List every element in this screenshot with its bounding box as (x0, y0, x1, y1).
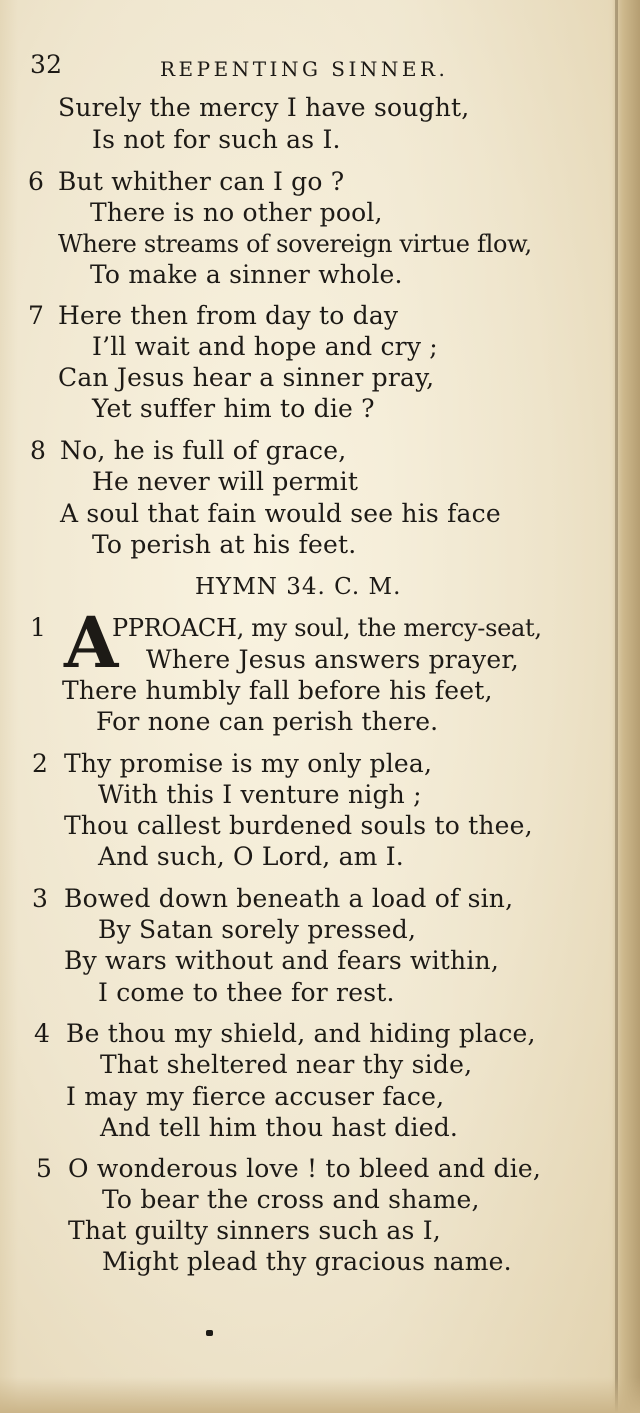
verse-number: 2 (32, 749, 48, 778)
verse-line: Yet suffer him to die ? (92, 394, 375, 423)
verse-line: Can Jesus hear a sinner pray, (58, 363, 435, 392)
verse-number: 3 (32, 884, 48, 913)
verse-line: He never will permit (92, 467, 359, 496)
verse-line: Bowed down beneath a load of sin, (64, 884, 514, 913)
page-number: 32 (30, 50, 63, 79)
ink-dot-mark (206, 1330, 213, 1336)
running-title: REPENTING SINNER. (160, 57, 449, 81)
verse-line: Where streams of sovereign virtue flow, (58, 230, 532, 258)
verse-line: That guilty sinners such as I, (68, 1216, 441, 1245)
page-bottom-edge (0, 1377, 640, 1413)
verse-line: With this I venture nigh ; (98, 780, 422, 809)
verse-line: And tell him thou hast died. (100, 1113, 459, 1142)
verse-line: Thou callest burdened souls to thee, (64, 811, 533, 840)
verse-line: But whither can I go ? (58, 167, 345, 196)
verse-line: PPROACH, my soul, the mercy-seat, (112, 614, 542, 642)
verse-line: For none can perish there. (96, 707, 439, 736)
hymn-heading: HYMN 34. C. M. (195, 574, 402, 600)
verse-line: No, he is full of grace, (60, 436, 347, 465)
verse-line: To perish at his feet. (92, 530, 357, 559)
verse-line: To bear the cross and shame, (102, 1185, 480, 1214)
verse-line: There humbly fall before his feet, (62, 676, 493, 705)
verse-number: 6 (28, 167, 44, 196)
verse-line: To make a sinner whole. (90, 260, 403, 289)
verse-line: Surely the mercy I have sought, (58, 93, 470, 122)
verse-number: 5 (36, 1154, 52, 1183)
verse-line: I may my fierce accuser face, (66, 1082, 445, 1111)
verse-line: That sheltered near thy side, (100, 1050, 473, 1079)
verse-line: Might plead thy gracious name. (102, 1247, 512, 1276)
verse-line: And such, O Lord, am I. (98, 842, 404, 871)
verse-line: I’ll wait and hope and cry ; (92, 332, 438, 361)
verse-line: A soul that fain would see his face (60, 499, 501, 528)
verse-line: O wonderous love ! to bleed and die, (68, 1154, 542, 1183)
verse-number: 1 (30, 613, 46, 642)
verse-line: By wars without and fears within, (64, 946, 499, 975)
page-gutter-line (615, 0, 618, 1413)
verse-line: I come to thee for rest. (98, 978, 395, 1007)
verse-line: By Satan sorely pressed, (98, 915, 417, 944)
verse-line: Thy promise is my only plea, (64, 749, 433, 778)
verse-line: There is no other pool, (90, 198, 383, 227)
verse-number: 8 (30, 436, 46, 465)
drop-cap-letter: A (64, 601, 119, 684)
verse-line: Is not for such as I. (92, 125, 341, 154)
verse-number: 4 (34, 1019, 50, 1048)
verse-number: 7 (28, 301, 44, 330)
verse-line: Be thou my shield, and hiding place, (66, 1019, 536, 1048)
verse-line: Here then from day to day (58, 301, 399, 330)
verse-line: Where Jesus answers prayer, (146, 645, 519, 674)
